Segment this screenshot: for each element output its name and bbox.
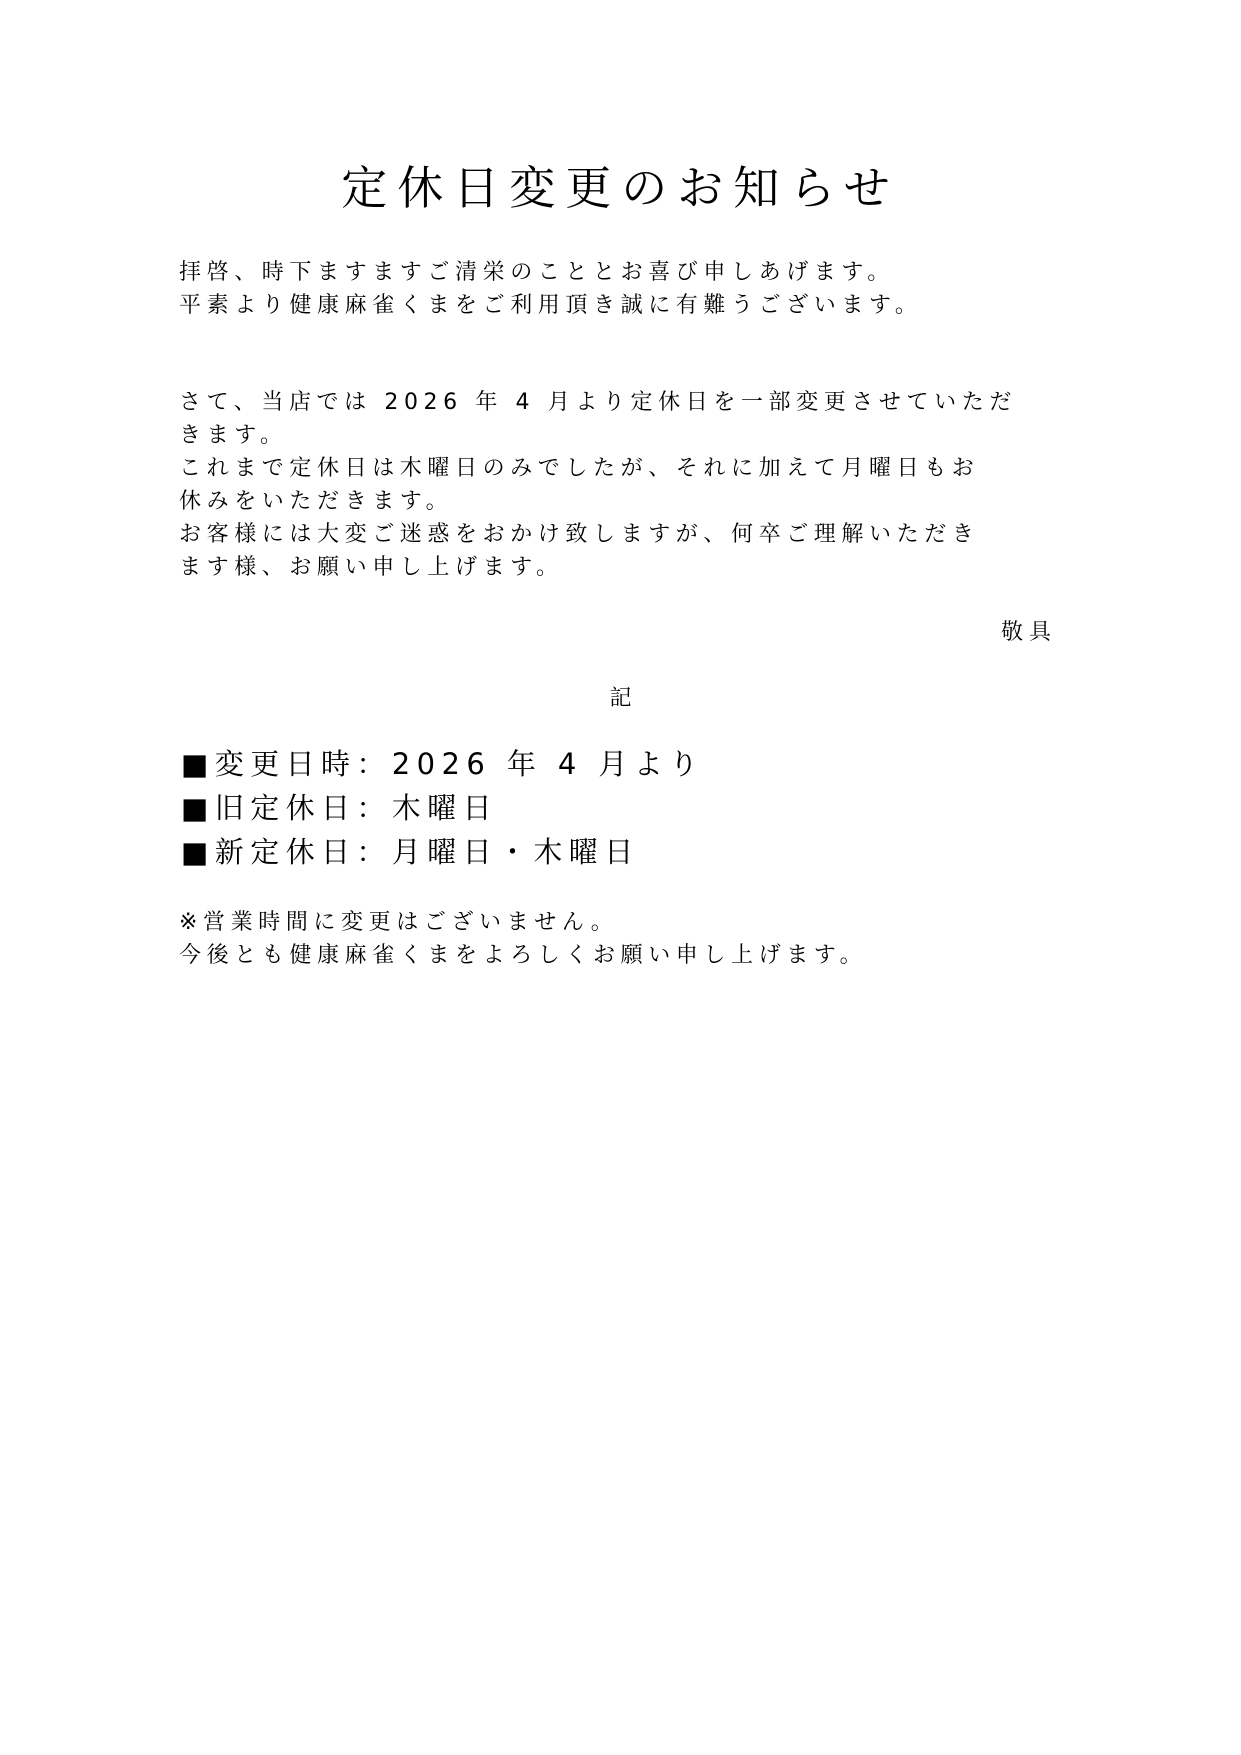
detail-new-holiday: ■新定休日：月曜日・木曜日 <box>181 835 640 869</box>
note-line: 今後とも健康麻雀くまをよろしくお願い申し上げます。 <box>179 943 868 968</box>
note-line: ※営業時間に変更はございません。 <box>179 910 619 935</box>
detail-change-date: ■変更日時：2026 年 4 月より <box>181 747 705 781</box>
body-line: 休みをいただきます。 <box>179 489 454 514</box>
greeting-paragraph <box>179 256 922 322</box>
greeting-line: 平素より健康麻雀くまをご利用頂き誠に有難うございます。 <box>179 293 923 318</box>
detail-old-holiday: ■旧定休日：木曜日 <box>181 791 499 825</box>
body-line: きます。 <box>179 423 288 448</box>
greeting-line: 拝啓、時下ますますご清栄のこととお喜び申しあげます。 <box>179 260 895 285</box>
body-line: ます様、お願い申し上げます。 <box>179 555 564 580</box>
body-line: お客様には大変ご迷惑をおかけ致しますが、何卒ご理解いただき <box>179 522 980 547</box>
ki-marker: 記 <box>609 686 632 711</box>
body-line: さて、当店では 2026 年 4 月より定休日を一部変更させていただ <box>179 390 1017 415</box>
closing-keigu: 敬具 <box>1000 620 1057 645</box>
body-line: これまで定休日は木曜日のみでしたが、それに加えて月曜日もお <box>179 456 980 481</box>
details-list <box>181 742 705 874</box>
notes-paragraph <box>179 906 867 972</box>
body-paragraph <box>179 386 1017 584</box>
document-title: 定休日変更のお知らせ <box>341 161 900 215</box>
